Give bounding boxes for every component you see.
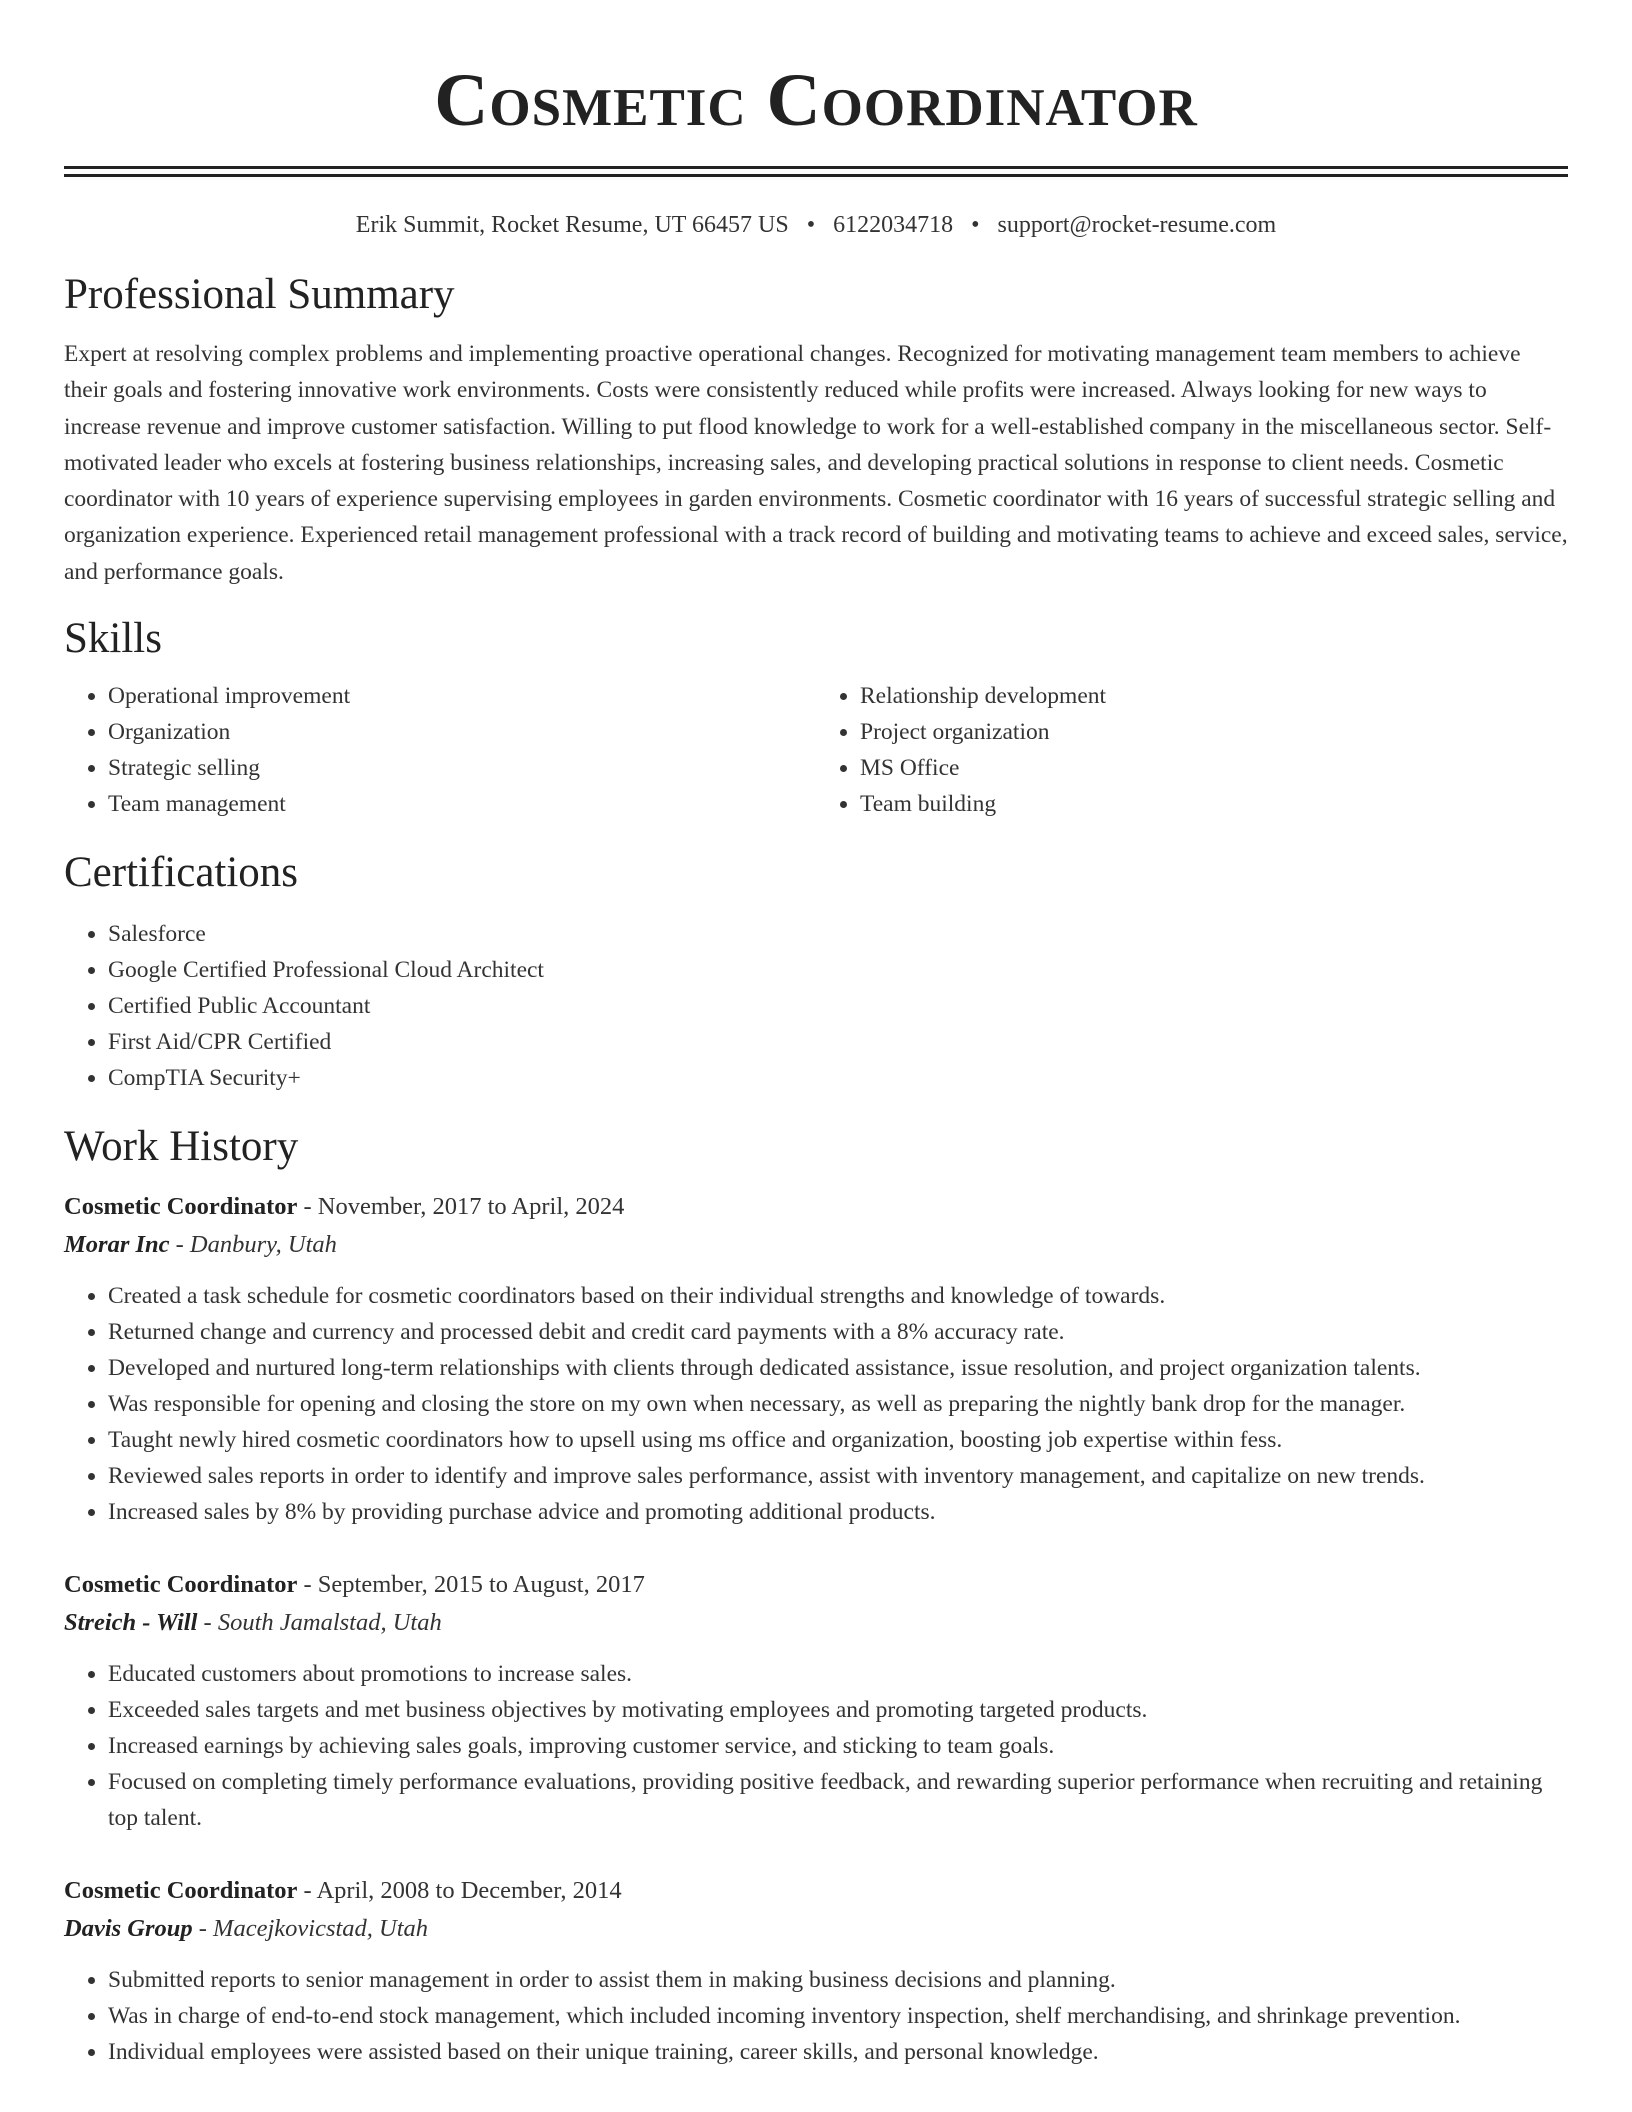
- title-divider: [64, 166, 1568, 177]
- skill-item: • Project organization: [860, 714, 1568, 750]
- skill-item: • Strategic selling: [108, 750, 816, 786]
- certification-item: • CompTIA Security+: [108, 1060, 1568, 1096]
- job-bullet: • Developed and nurtured long-term relationships with clients through dedicated assistance, issue resolution, and project organization talents.: [108, 1350, 1568, 1386]
- job-title-line: [64, 1872, 1568, 1910]
- certifications-section: [64, 846, 1568, 1096]
- summary-section: [64, 268, 1568, 590]
- job-bullet: • Returned change and currency and processed debit and credit card payments with a 8% accuracy rate.: [108, 1314, 1568, 1350]
- job-company-line: [64, 1604, 1568, 1642]
- job-title: Cosmetic Coordinator: [64, 1193, 298, 1221]
- job-bullet: • Exceeded sales targets and met business objectives by motivating employees and promoting targeted products.: [108, 1692, 1568, 1728]
- job-entry: [64, 1188, 1568, 1530]
- job-bullets: [64, 1278, 1568, 1530]
- job-bullet: • Individual employees were assisted based on their unique training, career skills, and personal knowledge.: [108, 2034, 1568, 2070]
- skills-heading: Skills: [64, 615, 162, 663]
- job-bullet: • Was in charge of end-to-end stock management, which included incoming inventory inspection, shelf merchandising, and shrinkage prevention.: [108, 1998, 1568, 2034]
- work-history-section: [64, 1120, 1568, 2070]
- job-bullet: • Increased earnings by achieving sales goals, improving customer service, and sticking to team goals.: [108, 1728, 1568, 1764]
- job-entry: [64, 1566, 1568, 1836]
- job-location: - South Jamalstad, Utah: [197, 1609, 442, 1637]
- contact-line: [64, 207, 1568, 243]
- work-history-heading: Work History: [64, 1123, 299, 1171]
- job-location: - Danbury, Utah: [169, 1231, 337, 1259]
- certification-item: • Google Certified Professional Cloud Architect: [108, 952, 1568, 988]
- skills-list-left: [64, 678, 816, 822]
- job-bullets: [64, 1962, 1568, 2070]
- job-company: Streich - Will: [64, 1609, 198, 1637]
- skills-grid: [64, 678, 1568, 822]
- summary-heading: Professional Summary: [64, 271, 455, 318]
- resume-page: [64, 0, 1568, 2070]
- job-company: Davis Group: [64, 1915, 193, 1943]
- summary-text: Expert at resolving complex problems and implementing proactive operational changes. Recognized for motivating management team members to achieve their goals and fostering innovative work environments. Costs were consistently reduced while profits were increased. Always looking for new ways to increase revenue and improve customer satisfaction. Willing to put flood knowledge to work for a well-established company in the miscellaneous sector. Self-motivated leader who excels at fostering business relationships, increasing sales, and developing practical solutions in response to client needs. Cosmetic coordinator with 10 years of experience supervising employees in garden environments. Cosmetic coordinator with 16 years of successful strategic selling and organization experience. Experienced retail management professional with a track record of building and motivating teams to achieve and exceed sales, service, and performance goals.: [64, 341, 1568, 585]
- certifications-heading: Certifications: [64, 849, 299, 897]
- certification-item: • Certified Public Accountant: [108, 988, 1568, 1024]
- skills-list-right: [816, 678, 1568, 822]
- skill-item: • MS Office: [860, 750, 1568, 786]
- job-title: Cosmetic Coordinator: [64, 1877, 298, 1905]
- job-title-line: [64, 1188, 1568, 1226]
- job-bullet: • Focused on completing timely performance evaluations, providing positive feedback, and rewarding superior performance when recruiting and retaining top talent.: [108, 1764, 1568, 1836]
- skill-item: • Team management: [108, 786, 816, 822]
- job-dates: - September, 2015 to August, 2017: [297, 1571, 645, 1599]
- contact-phone: 6122034718: [833, 212, 954, 238]
- contact-address: Erik Summit, Rocket Resume, UT 66457 US: [355, 212, 789, 238]
- job-bullet: • Increased sales by 8% by providing purchase advice and promoting additional products.: [108, 1494, 1568, 1530]
- skills-section: [64, 612, 1568, 822]
- skill-item: • Team building: [860, 786, 1568, 822]
- job-location: - Macejkovicstad, Utah: [192, 1915, 429, 1943]
- certification-item: • Salesforce: [108, 916, 1568, 952]
- job-company: Morar Inc: [64, 1231, 170, 1259]
- job-bullet: • Was responsible for opening and closing the store on my own when necessary, as well as preparing the nightly bank drop for the manager.: [108, 1386, 1568, 1422]
- contact-separator: •: [971, 212, 980, 238]
- skill-item: • Organization: [108, 714, 816, 750]
- skill-item: • Operational improvement: [108, 678, 816, 714]
- job-title: Cosmetic Coordinator: [64, 1571, 298, 1599]
- certification-item: • First Aid/CPR Certified: [108, 1024, 1568, 1060]
- job-bullet: • Reviewed sales reports in order to identify and improve sales performance, assist with inventory management, and capitalize on new trends.: [108, 1458, 1568, 1494]
- contact-separator: •: [806, 212, 816, 238]
- skill-item: • Relationship development: [860, 678, 1568, 714]
- resume-title: Cosmetic Coordinator: [434, 59, 1198, 142]
- job-bullet: • Taught newly hired cosmetic coordinators how to upsell using ms office and organization, boosting job expertise within fess.: [108, 1422, 1568, 1458]
- job-company-line: [64, 1910, 1568, 1948]
- job-dates: - November, 2017 to April, 2024: [297, 1193, 625, 1221]
- job-entry: [64, 1872, 1568, 2070]
- job-company-line: [64, 1226, 1568, 1264]
- job-bullet: • Submitted reports to senior management in order to assist them in making business decisions and planning.: [108, 1962, 1568, 1998]
- contact-email[interactable]: support@rocket-resume.com: [997, 212, 1277, 238]
- job-bullet: • Educated customers about promotions to increase sales.: [108, 1656, 1568, 1692]
- job-bullet: • Created a task schedule for cosmetic coordinators based on their individual strengths and knowledge of towards.: [108, 1278, 1568, 1314]
- job-dates: - April, 2008 to December, 2014: [297, 1877, 622, 1905]
- job-title-line: [64, 1566, 1568, 1604]
- certifications-list: [64, 916, 1568, 1096]
- job-bullets: [64, 1656, 1568, 1836]
